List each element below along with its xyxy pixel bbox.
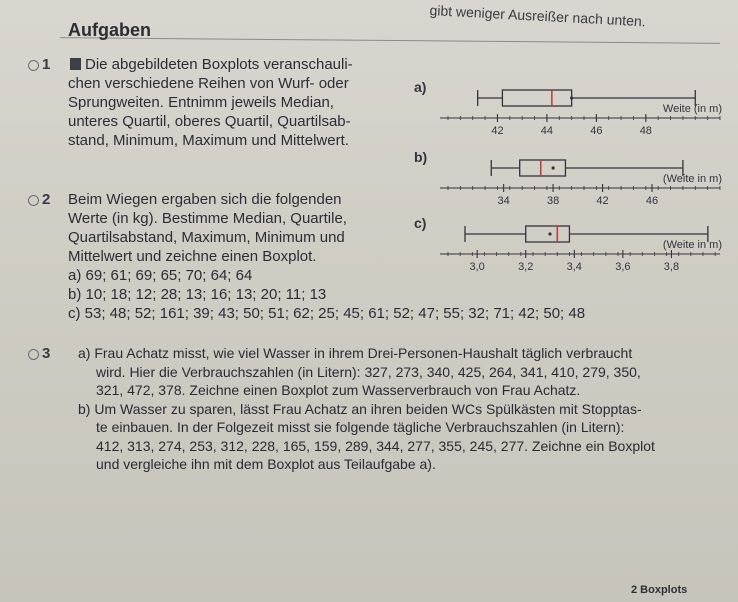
task-2-line: Beim Wiegen ergaben sich die folgenden: [68, 191, 342, 208]
tick-label: 3,2: [518, 261, 534, 273]
task-2-line: Werte (in kg). Bestimme Median, Quartile,: [68, 210, 347, 227]
boxplot-figures: [410, 78, 728, 288]
task-3b-line: b) Um Wasser zu sparen, lässt Frau Achatz an ihren beiden WCs Spülkästen mit Stopptas-: [78, 400, 642, 417]
tick-label: 3,4: [566, 261, 582, 273]
task-1: [22, 55, 353, 150]
tick-label: 3,0: [469, 261, 485, 273]
task-1-line: Sprungweiten. Entnimm jeweils Median,: [68, 94, 334, 111]
axis-title: Weite (in m): [662, 103, 722, 115]
task-3a-line: a) Frau Achatz misst, wie viel Wasser in ihrem Drei-Personen-Haushalt täglich verbraucht: [78, 345, 633, 361]
tick-label: 46: [645, 195, 659, 207]
task-3-number: 3: [42, 345, 51, 362]
tick-label: 3,6: [615, 261, 631, 273]
task-1-number: 1: [42, 56, 51, 73]
difficulty-circle-icon: [28, 195, 39, 206]
task-3-marker: [28, 344, 50, 364]
task-2a: a) 69; 61; 69; 65; 70; 64; 64: [68, 267, 253, 284]
task-1-line: Die abgebildeten Boxplots veranschauli-: [68, 55, 353, 74]
tick-label: 34: [497, 195, 510, 207]
previous-page-fragment: gibt weniger Ausreißer nach unten.: [429, 2, 647, 30]
task-1-line: unteres Quartil, oberes Quartil, Quartilsab-: [68, 113, 351, 130]
iqr-box: [526, 226, 570, 242]
mean-dot: [548, 232, 551, 235]
task-3b-line: 412, 313, 274, 253, 312, 228, 165, 159, 289, 344, 277, 355, 245, 277. Zeichne ein Boxplot: [96, 437, 655, 454]
axis-title: (Weite in m): [662, 173, 722, 185]
task-3a-line: 321, 472, 378. Zeichne einen Boxplot zum Wasserverbrauch von Frau Achatz.: [96, 382, 581, 398]
axis-title: (Weite in m): [662, 239, 722, 251]
task-2-line: Quartilsabstand, Maximum, Minimum und: [68, 229, 345, 246]
tick-label: 3,8: [663, 261, 680, 273]
chart-panel-label: a): [414, 79, 427, 95]
mean-dot: [570, 96, 573, 99]
task-1-line: chen verschiedene Reihen von Wurf- oder: [68, 75, 349, 92]
difficulty-circle-icon: [28, 349, 39, 360]
difficulty-circle-icon: [28, 60, 39, 71]
tick-label: 42: [491, 125, 504, 137]
tick-label: 38: [546, 195, 560, 207]
calculator-icon: [70, 58, 81, 70]
task-2b: b) 10; 18; 12; 28; 13; 16; 13; 20; 11; 13: [68, 286, 327, 303]
tick-label: 48: [639, 125, 652, 137]
page-footer: 2 Boxplots: [631, 584, 688, 596]
page-heading: Aufgaben: [68, 20, 151, 40]
task-1-line: stand, Minimum, Maximum und Mittelwert.: [68, 132, 349, 149]
task-2-marker: [28, 190, 50, 209]
task-3b-line: te einbauen. In der Folgezeit misst sie folgende tägliche Verbrauchszahlen (in Litern):: [96, 419, 625, 435]
task-3: [22, 344, 655, 474]
task-3a-line: wird. Hier die Verbrauchszahlen (in Litern): 327, 273, 340, 425, 264, 341, 410, 279, 350,: [96, 363, 641, 380]
tick-label: 46: [590, 125, 603, 137]
task-1-marker: [28, 55, 50, 74]
chart-panel-label: c): [414, 215, 427, 231]
section-divider: [60, 37, 720, 44]
chart-panel-label: b): [414, 149, 428, 165]
iqr-box: [502, 90, 571, 106]
iqr-box: [520, 160, 566, 176]
task-2-line: Mittelwert und zeichne einen Boxplot.: [68, 248, 317, 265]
tick-label: 44: [540, 125, 554, 137]
task-2c: c) 53; 48; 52; 161; 39; 43; 50; 51; 62; 25; 45; 61; 52; 47; 55; 32; 71; 42; 50; 48: [68, 305, 586, 322]
mean-dot: [551, 166, 554, 169]
task-2-number: 2: [42, 191, 51, 208]
tick-label: 42: [596, 195, 609, 207]
task-3b-line: und vergleiche ihn mit dem Boxplot aus Teilaufgabe a).: [96, 456, 436, 472]
